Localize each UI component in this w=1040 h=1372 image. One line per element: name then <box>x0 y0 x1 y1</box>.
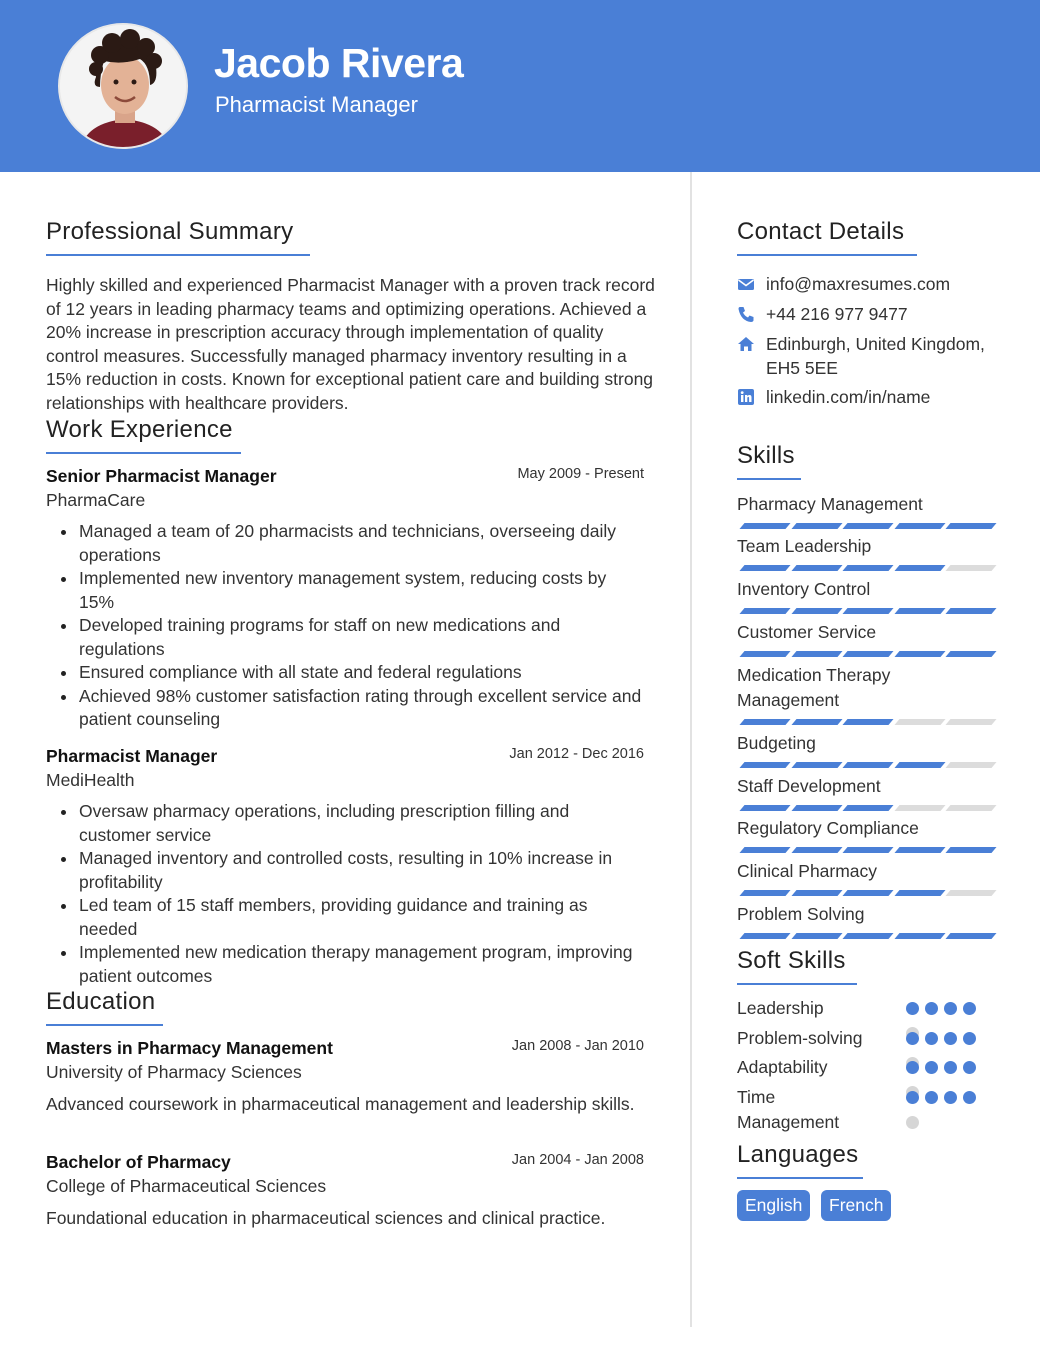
skill-item <box>737 534 997 571</box>
soft-skill-item <box>737 1026 997 1051</box>
skill-name: Clinical Pharmacy <box>737 861 878 881</box>
profile-photo <box>58 23 188 149</box>
skill-bar-segment <box>739 847 790 853</box>
skill-bar-segment <box>842 762 893 768</box>
skill-bar-segment <box>945 719 996 725</box>
education-description: Foundational education in pharmaceutical sciences and clinical practice. <box>46 1208 606 1228</box>
skill-bar-segment <box>894 847 945 853</box>
section-title-languages: Languages <box>737 1141 863 1179</box>
skill-bar-segment <box>894 933 945 939</box>
skill-bar-segment <box>894 805 945 811</box>
soft-skill-dot <box>944 1061 957 1074</box>
skill-bar <box>737 565 997 571</box>
contact-phone[interactable] <box>737 303 1007 327</box>
skill-bar-segment <box>842 847 893 853</box>
skill-bar <box>737 805 997 811</box>
soft-skill-name: Problem-solving <box>737 1028 863 1048</box>
job-title: Pharmacist Manager <box>46 746 218 766</box>
bullet-item: Led team of 15 staff members, providing guidance and training as needed <box>46 894 644 941</box>
bullet-item: Developed training programs for staff on new medications and regulations <box>46 614 644 661</box>
skill-name: Budgeting <box>737 733 816 753</box>
job-bullets <box>46 520 644 732</box>
skill-bar-segment <box>791 565 842 571</box>
contact-address-text: Edinburgh, United Kingdom, EH5 5EE <box>766 334 985 378</box>
job-bullets <box>46 800 644 988</box>
skill-bar-segment <box>739 608 790 614</box>
skill-name: Pharmacy Management <box>737 494 923 514</box>
soft-skill-item <box>737 996 997 1021</box>
company-name: PharmaCare <box>46 490 146 510</box>
skill-item <box>737 816 997 853</box>
work-entry <box>46 746 644 988</box>
candidate-name: Jacob Rivera <box>214 40 464 86</box>
skill-bar-segment <box>894 565 945 571</box>
skill-bar-segment <box>842 565 893 571</box>
skill-bar-segment <box>894 719 945 725</box>
skill-bar-segment <box>791 651 842 657</box>
bullet-item: Achieved 98% customer satisfaction rating through excellent service and patient counseling <box>46 685 644 732</box>
skill-item <box>737 859 997 896</box>
skill-bar-segment <box>791 890 842 896</box>
soft-skill-dot <box>906 1091 919 1104</box>
phone-icon <box>737 305 755 323</box>
skill-bar <box>737 651 997 657</box>
job-title: Senior Pharmacist Manager <box>46 466 277 486</box>
skill-bar-segment <box>739 805 790 811</box>
soft-skill-name: Adaptability <box>737 1057 828 1077</box>
contact-linkedin[interactable] <box>737 386 1007 410</box>
education-date: Jan 2004 - Jan 2008 <box>511 1152 644 1168</box>
soft-skill-dot <box>944 1091 957 1104</box>
skill-bar-segment <box>842 805 893 811</box>
bullet-item: Implemented new inventory management system, reducing costs by 15% <box>46 567 644 614</box>
education-description: Advanced coursework in pharmaceutical management and leadership skills. <box>46 1094 635 1114</box>
skill-bar-segment <box>739 523 790 529</box>
school-name: College of Pharmaceutical Sciences <box>46 1176 327 1196</box>
skill-name: Inventory Control <box>737 579 871 599</box>
degree-title: Bachelor of Pharmacy <box>46 1152 231 1172</box>
job-date: May 2009 - Present <box>517 466 644 482</box>
soft-skill-dot <box>906 1032 919 1045</box>
soft-skill-dot <box>944 1002 957 1015</box>
soft-skill-dot <box>925 1091 938 1104</box>
skill-bar-segment <box>894 890 945 896</box>
company-name: MediHealth <box>46 770 135 790</box>
skill-bar-segment <box>842 523 893 529</box>
skill-bar-segment <box>894 762 945 768</box>
soft-skill-dot <box>925 1002 938 1015</box>
skill-item <box>737 620 997 657</box>
education-entry <box>46 1038 644 1117</box>
bullet-item: Managed a team of 20 pharmacists and technicians, overseeing daily operations <box>46 520 644 567</box>
school-name: University of Pharmacy Sciences <box>46 1062 302 1082</box>
education-entry <box>46 1152 644 1231</box>
skill-bar-segment <box>894 651 945 657</box>
skill-item <box>737 902 997 939</box>
soft-skill-dot <box>906 1116 919 1129</box>
skill-bar <box>737 890 997 896</box>
soft-skill-dot <box>944 1032 957 1045</box>
skill-name: Customer Service <box>737 622 877 642</box>
skill-bar <box>737 847 997 853</box>
job-date: Jan 2012 - Dec 2016 <box>509 746 644 762</box>
skill-bar <box>737 523 997 529</box>
resume-header <box>0 0 1040 172</box>
section-title-work: Work Experience <box>46 416 241 454</box>
skill-bar-segment <box>945 847 996 853</box>
section-title-soft-skills: Soft Skills <box>737 947 857 985</box>
skill-bar-segment <box>945 933 996 939</box>
soft-skill-item <box>737 1085 997 1135</box>
skill-bar-segment <box>945 890 996 896</box>
skill-bar-segment <box>739 719 790 725</box>
skill-name: Regulatory Compliance <box>737 818 919 838</box>
summary-text: Highly skilled and experienced Pharmacist Manager with a proven track record of 12 years in leading pharmacy teams and optimizing operations. Achieved a 20% increase in prescription accuracy through implementation of quality control measures. Successfully managed pharmacy inventory resulting in a 15% reduction in costs. Known for exceptional patient care and building strong relationships with healthcare providers. <box>46 275 655 413</box>
skill-bar-segment <box>791 762 842 768</box>
bullet-item: Implemented new medication therapy management program, improving patient outcomes <box>46 941 644 988</box>
skill-item <box>737 731 997 768</box>
skill-bar-segment <box>945 608 996 614</box>
skill-bar-segment <box>894 608 945 614</box>
skill-bar <box>737 762 997 768</box>
skill-bar <box>737 719 997 725</box>
contact-email-text: info@maxresumes.com <box>766 274 951 294</box>
contact-phone-text: +44 216 977 9477 <box>766 304 908 324</box>
skill-bar-segment <box>791 933 842 939</box>
section-title-contact: Contact Details <box>737 218 917 256</box>
skill-bar-segment <box>739 651 790 657</box>
degree-title: Masters in Pharmacy Management <box>46 1038 333 1058</box>
skill-bar-segment <box>791 719 842 725</box>
contact-email[interactable] <box>737 273 1007 297</box>
education-date: Jan 2008 - Jan 2010 <box>511 1038 644 1054</box>
skill-bar-segment <box>739 890 790 896</box>
soft-skill-dot <box>925 1032 938 1045</box>
bullet-item: Ensured compliance with all state and federal regulations <box>46 661 644 685</box>
work-entry <box>46 466 644 732</box>
skill-bar-segment <box>945 523 996 529</box>
skill-item <box>737 492 997 529</box>
skill-item <box>737 774 997 811</box>
soft-skill-name: Time Management <box>737 1087 840 1132</box>
skill-name: Medication Therapy Management <box>737 665 891 710</box>
skill-bar-segment <box>945 762 996 768</box>
person-avatar-icon <box>60 25 188 149</box>
candidate-title: Pharmacist Manager <box>215 92 418 117</box>
language-badge: French <box>821 1190 891 1221</box>
soft-skill-name: Leadership <box>737 998 824 1018</box>
soft-skill-dot <box>963 1061 976 1074</box>
envelope-icon <box>737 275 755 293</box>
linkedin-icon <box>737 388 755 406</box>
skill-bar-segment <box>894 523 945 529</box>
skill-item <box>737 577 997 614</box>
section-title-education: Education <box>46 988 163 1026</box>
section-title-skills: Skills <box>737 442 801 480</box>
skill-bar-segment <box>842 651 893 657</box>
soft-skill-dot <box>963 1091 976 1104</box>
skill-bar-segment <box>791 805 842 811</box>
soft-skill-dot <box>963 1002 976 1015</box>
skill-bar-segment <box>739 933 790 939</box>
skill-bar-segment <box>945 805 996 811</box>
skill-name: Problem Solving <box>737 904 865 924</box>
skill-bar-segment <box>739 762 790 768</box>
contact-address <box>737 333 1007 380</box>
skill-bar <box>737 608 997 614</box>
skill-bar-segment <box>791 608 842 614</box>
section-title-summary: Professional Summary <box>46 218 310 256</box>
soft-skill-dot <box>906 1002 919 1015</box>
skill-bar-segment <box>842 933 893 939</box>
skill-bar-segment <box>945 565 996 571</box>
bullet-item: Managed inventory and controlled costs, resulting in 10% increase in profitability <box>46 847 644 894</box>
soft-skill-dot <box>963 1032 976 1045</box>
skill-bar-segment <box>842 719 893 725</box>
home-icon <box>737 335 755 353</box>
soft-skill-item <box>737 1055 997 1080</box>
column-divider <box>690 172 692 1327</box>
contact-linkedin-text: linkedin.com/in/name <box>766 387 931 407</box>
skill-bar-segment <box>791 847 842 853</box>
skill-item <box>737 663 997 725</box>
skill-name: Staff Development <box>737 776 881 796</box>
skill-bar-segment <box>842 890 893 896</box>
soft-skill-dot <box>925 1061 938 1074</box>
skill-name: Team Leadership <box>737 536 872 556</box>
bullet-item: Oversaw pharmacy operations, including prescription filling and customer service <box>46 800 644 847</box>
soft-skill-dot <box>906 1061 919 1074</box>
skill-bar-segment <box>842 608 893 614</box>
skill-bar-segment <box>791 523 842 529</box>
skill-bar-segment <box>945 651 996 657</box>
language-badge: English <box>737 1190 810 1221</box>
skill-bar <box>737 933 997 939</box>
skill-bar-segment <box>739 565 790 571</box>
